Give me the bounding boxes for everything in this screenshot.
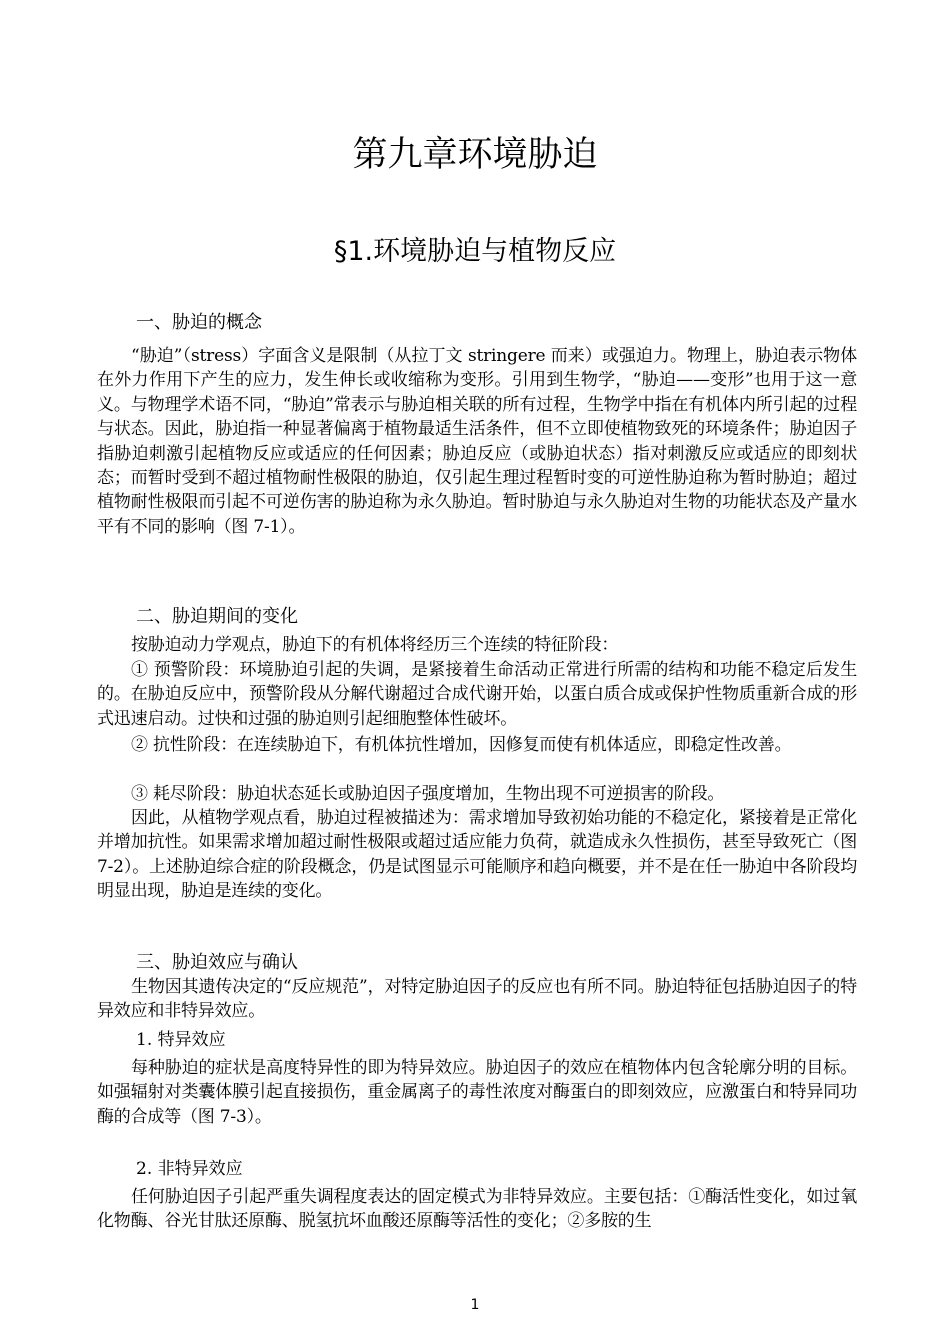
paragraph-stress-process: 因此，从植物学观点看，胁迫过程被描述为：需求增加导致初始功能的不稳定化，紧接着是正常化并增加抗性。如果需求增加超过耐性极限或超过适应能力负荷，就造成永久性损伤，甚至导致死亡（图 7-2）。上述胁迫综合症的阶段概念，仍是试图显示可能顺序和趋向概要，并不是在任一胁迫中各阶段均明显出现，胁迫是连续的变化。 <box>97 808 857 902</box>
paragraph-nonspecific-effect: 任何胁迫因子引起严重失调程度表达的固定模式为非特异效应。主要包括：①酶活性变化，如过氧化物酶、谷光甘肽还原酶、脱氢抗坏血酸还原酶等活性的变化；②多胺的生 <box>97 1187 857 1232</box>
subsection-label-nonspecific: 2. 非特异效应 <box>136 1159 243 1179</box>
paragraph-alarm-stage: ① 预警阶段：环境胁迫引起的失调，是紧接着生命活动正常进行所需的结构和功能不稳定后发生的。在胁迫反应中，预警阶段从分解代谢超过合成代谢开始，以蛋白质合成或保护性物质重新合成的形式迅速启动。过快和过强的胁迫则引起细胞整体性破坏。 <box>97 660 857 729</box>
section-heading-1: 一、胁迫的概念 <box>136 312 262 333</box>
paragraph-specific-effect: 每种胁迫的症状是高度特异性的即为特异效应。胁迫因子的效应在植物体内包含轮廓分明的目标。如强辐射对类囊体膜引起直接损伤，重金属离子的毒性浓度对酶蛋白的即刻效应，应激蛋白和特异同功酶的合成等（图 7-3）。 <box>97 1058 857 1127</box>
paragraph-stress-stages-intro: 按胁迫动力学观点，胁迫下的有机体将经历三个连续的特征阶段： <box>131 635 619 655</box>
section-heading-2: 二、胁迫期间的变化 <box>136 606 298 627</box>
paragraph-stress-concept: “胁迫”（stress）字面含义是限制（从拉丁文 stringere 而来）或强迫力。物理上，胁迫表示物体在外力作用下产生的应力，发生伸长或收缩称为变形。引用到生物学，“胁迫——变形”也用于这一意义。与物理学术语不同，“胁迫”常表示与胁迫相关联的所有过程，生物学中指在有机体内所引起的过程与状态。因此，胁迫指一种显著偏离于植物最适生活条件，但不立即使植物致死的环境条件；胁迫因子指胁迫刺激引起植物反应或适应的任何因素；胁迫反应（或胁迫状态）指对刺激反应或适应的即刻状态；而暂时受到不超过植物耐性极限的胁迫，仅引起生理过程暂时变的可逆性胁迫称为暂时胁迫；超过植物耐性极限而引起不可逆伤害的胁迫称为永久胁迫。暂时胁迫与永久胁迫对生物的功能状态及产量水平有不同的影响（图 7-1）。 <box>97 346 857 537</box>
chapter-title: 第九章环境胁迫 <box>352 135 598 175</box>
page-number: 1 <box>470 1297 480 1313</box>
paragraph-exhaustion-stage: ③ 耗尽阶段：胁迫状态延长或胁迫因子强度增加，生物出现不可逆损害的阶段。 <box>131 784 725 804</box>
paragraph-resistance-stage: ② 抗性阶段：在连续胁迫下，有机体抗性增加，因修复而使有机体适应，即稳定性改善。 <box>131 735 792 755</box>
section-title: §1.环境胁迫与植物反应 <box>333 236 617 267</box>
paragraph-stress-effects: 生物因其遗传决定的“反应规范”，对特定胁迫因子的反应也有所不同。胁迫特征包括胁迫因子的特异效应和非特异效应。 <box>97 977 857 1022</box>
subsection-label-specific: 1. 特异效应 <box>136 1030 226 1050</box>
section-heading-3: 三、胁迫效应与确认 <box>136 952 298 973</box>
